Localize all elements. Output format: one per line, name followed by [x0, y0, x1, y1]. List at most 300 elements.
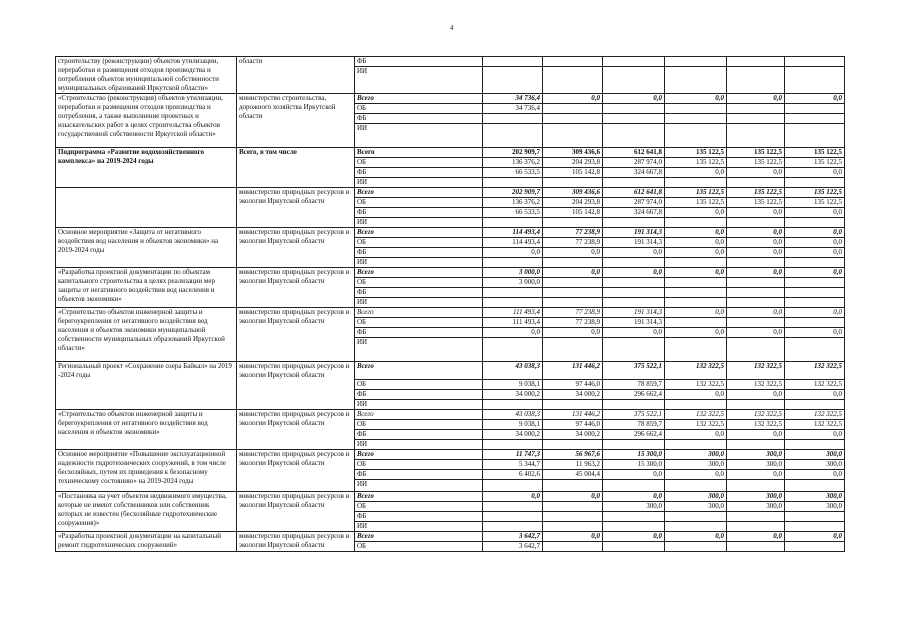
amount-cell — [727, 400, 785, 410]
amount-cell: 0,0 — [727, 94, 785, 104]
amount-cell — [543, 480, 603, 492]
amount-cell: 135 122,5 — [727, 198, 785, 208]
amount-cell: 309 436,6 — [543, 188, 603, 198]
amount-cell — [483, 57, 543, 67]
amount-cell — [727, 114, 785, 124]
amount-cell: 56 967,6 — [543, 450, 603, 460]
amount-cell: 0,0 — [665, 238, 727, 248]
amount-cell: 0,0 — [727, 268, 785, 278]
amount-cell: 78 859,7 — [603, 420, 665, 430]
amount-cell: 34 000,2 — [483, 390, 543, 400]
amount-cell: 0,0 — [727, 248, 785, 258]
amount-cell — [483, 298, 543, 308]
amount-cell: 131 446,2 — [543, 410, 603, 420]
amount-cell — [727, 57, 785, 67]
amount-cell — [785, 278, 845, 288]
amount-cell — [603, 114, 665, 124]
amount-cell — [727, 278, 785, 288]
amount-cell: 0,0 — [785, 208, 845, 218]
amount-cell — [665, 318, 727, 328]
measure-name-cell: «Постановка на учет объектов недвижимого имущества, которые не имеют собственников или собственник которых не известен (бесхозяйные гидротехнические сооружения)» — [56, 492, 237, 532]
amount-cell — [665, 400, 727, 410]
amount-cell — [603, 480, 665, 492]
funding-source-cell: ФБ — [355, 390, 483, 400]
table-row — [56, 268, 845, 278]
measure-name-cell: «Строительство объектов инженерной защиты и берегоукрепления от негативного воздействия вод населения и объектов экономики» — [56, 410, 237, 450]
amount-cell: 11 747,3 — [483, 450, 543, 460]
amount-cell: 15 300,0 — [603, 450, 665, 460]
amount-cell: 0,0 — [785, 228, 845, 238]
amount-cell: 300,0 — [603, 502, 665, 512]
amount-cell — [603, 542, 665, 552]
funding-source-cell: ФБ — [355, 288, 483, 298]
amount-cell: 324 667,8 — [603, 208, 665, 218]
funding-source-cell: ИИ — [355, 480, 483, 492]
amount-cell — [727, 512, 785, 522]
funding-source-cell: ОБ — [355, 198, 483, 208]
amount-cell: 0,0 — [665, 470, 727, 480]
amount-cell — [665, 440, 727, 450]
amount-cell: 135 122,5 — [665, 148, 727, 158]
amount-cell: 43 038,3 — [483, 410, 543, 420]
amount-cell — [603, 104, 665, 114]
amount-cell — [603, 298, 665, 308]
amount-cell: 77 238,9 — [543, 308, 603, 318]
executor-cell: министерство природных ресурсов и экологии Иркутской области — [237, 188, 355, 228]
funding-source-cell: ФБ — [355, 57, 483, 67]
table-row — [56, 308, 845, 318]
funding-source-cell: Всего — [355, 450, 483, 460]
amount-cell: 11 963,2 — [543, 460, 603, 470]
amount-cell: 202 909,7 — [483, 188, 543, 198]
amount-cell: 105 142,8 — [543, 208, 603, 218]
amount-cell — [543, 400, 603, 410]
amount-cell: 135 122,5 — [785, 198, 845, 208]
funding-source-cell: ИИ — [355, 338, 483, 362]
amount-cell: 0,0 — [727, 168, 785, 178]
funding-source-cell: ОБ — [355, 278, 483, 288]
funding-source-cell: ФБ — [355, 208, 483, 218]
amount-cell — [483, 67, 543, 94]
amount-cell: 191 314,3 — [603, 318, 665, 328]
amount-cell — [727, 542, 785, 552]
amount-cell — [665, 218, 727, 228]
amount-cell: 300,0 — [727, 492, 785, 502]
amount-cell: 300,0 — [665, 502, 727, 512]
table-body — [56, 57, 845, 552]
amount-cell — [543, 114, 603, 124]
amount-cell — [727, 440, 785, 450]
measure-name-cell: Региональный проект «Сохранение озера Байкал» на 2019 -2024 годы — [56, 362, 237, 410]
amount-cell — [543, 542, 603, 552]
amount-cell: 132 322,5 — [665, 420, 727, 430]
amount-cell: 0,0 — [543, 328, 603, 338]
amount-cell: 0,0 — [785, 328, 845, 338]
amount-cell — [543, 124, 603, 148]
amount-cell — [483, 338, 543, 362]
amount-cell — [665, 278, 727, 288]
table-row — [56, 57, 845, 67]
amount-cell: 135 122,5 — [785, 148, 845, 158]
amount-cell: 287 974,0 — [603, 198, 665, 208]
amount-cell: 135 122,5 — [785, 158, 845, 168]
funding-source-cell: ИИ — [355, 298, 483, 308]
executor-cell: министерство природных ресурсов и экологии Иркутской области — [237, 228, 355, 268]
amount-cell: 296 662,4 — [603, 430, 665, 440]
amount-cell — [665, 67, 727, 94]
amount-cell: 132 322,5 — [665, 410, 727, 420]
amount-cell: 0,0 — [483, 248, 543, 258]
funding-source-cell: ОБ — [355, 238, 483, 248]
amount-cell — [603, 522, 665, 532]
amount-cell — [543, 104, 603, 114]
amount-cell — [483, 512, 543, 522]
amount-cell — [603, 440, 665, 450]
amount-cell: 612 641,8 — [603, 188, 665, 198]
amount-cell — [665, 338, 727, 362]
amount-cell: 111 493,4 — [483, 308, 543, 318]
amount-cell: 66 533,5 — [483, 208, 543, 218]
funding-source-cell: ФБ — [355, 328, 483, 338]
amount-cell — [785, 67, 845, 94]
amount-cell: 132 322,5 — [727, 410, 785, 420]
amount-cell: 324 667,8 — [603, 168, 665, 178]
amount-cell — [543, 178, 603, 188]
amount-cell: 375 522,1 — [603, 410, 665, 420]
amount-cell: 375 522,1 — [603, 362, 665, 380]
amount-cell — [603, 338, 665, 362]
amount-cell — [727, 178, 785, 188]
amount-cell — [665, 298, 727, 308]
amount-cell — [785, 522, 845, 532]
funding-source-cell: Всего — [355, 148, 483, 158]
table-row — [56, 228, 845, 238]
amount-cell: 0,0 — [665, 248, 727, 258]
measure-name-cell: «Разработка проектной документации по объектам капитального строительства в целях реализации мер защиты от негативного воздействия вод населения и объектов экономики» — [56, 268, 237, 308]
amount-cell: 0,0 — [665, 268, 727, 278]
amount-cell — [603, 67, 665, 94]
amount-cell — [665, 522, 727, 532]
amount-cell: 105 142,8 — [543, 168, 603, 178]
amount-cell — [785, 114, 845, 124]
amount-cell: 9 038,1 — [483, 380, 543, 390]
amount-cell: 135 122,5 — [727, 148, 785, 158]
table-row — [56, 492, 845, 502]
amount-cell: 300,0 — [665, 492, 727, 502]
amount-cell: 191 314,3 — [603, 228, 665, 238]
amount-cell — [543, 512, 603, 522]
amount-cell — [543, 57, 603, 67]
amount-cell — [665, 124, 727, 148]
amount-cell: 0,0 — [603, 470, 665, 480]
amount-cell: 34 000,2 — [543, 390, 603, 400]
amount-cell: 0,0 — [603, 268, 665, 278]
measure-name-cell: «Строительство (реконструкция) объектов утилизации, переработки и размещения отходов производства и потребления, а также выполнение проектных и изыскательских работ в целях строительства объектов государственной собственности Иркутской области» — [56, 94, 237, 148]
amount-cell — [727, 67, 785, 94]
amount-cell — [727, 104, 785, 114]
amount-cell — [727, 124, 785, 148]
funding-source-cell: ФБ — [355, 248, 483, 258]
executor-cell: министерство природных ресурсов и экологии Иркутской области — [237, 362, 355, 410]
amount-cell — [785, 542, 845, 552]
amount-cell: 136 376,2 — [483, 198, 543, 208]
amount-cell: 43 038,3 — [483, 362, 543, 380]
amount-cell: 0,0 — [483, 328, 543, 338]
amount-cell — [665, 258, 727, 268]
amount-cell — [543, 338, 603, 362]
amount-cell: 132 322,5 — [785, 380, 845, 390]
amount-cell: 0,0 — [727, 228, 785, 238]
funding-source-cell: ОБ — [355, 460, 483, 470]
amount-cell: 300,0 — [785, 450, 845, 460]
amount-cell: 0,0 — [785, 268, 845, 278]
funding-source-cell: ИИ — [355, 522, 483, 532]
funding-source-cell: Всего — [355, 228, 483, 238]
amount-cell — [785, 57, 845, 67]
amount-cell — [727, 288, 785, 298]
amount-cell — [785, 104, 845, 114]
amount-cell: 0,0 — [785, 532, 845, 542]
funding-source-cell: Всего — [355, 188, 483, 198]
amount-cell — [785, 440, 845, 450]
funding-source-cell: ФБ — [355, 114, 483, 124]
amount-cell: 202 909,7 — [483, 148, 543, 158]
amount-cell: 34 736,4 — [483, 94, 543, 104]
amount-cell — [727, 522, 785, 532]
amount-cell: 300,0 — [785, 502, 845, 512]
amount-cell: 66 533,5 — [483, 168, 543, 178]
amount-cell — [727, 480, 785, 492]
table-row — [56, 94, 845, 104]
amount-cell: 9 038,1 — [483, 420, 543, 430]
amount-cell — [665, 178, 727, 188]
amount-cell: 135 122,5 — [665, 158, 727, 168]
amount-cell: 204 293,8 — [543, 158, 603, 168]
amount-cell — [665, 542, 727, 552]
amount-cell: 132 322,5 — [785, 410, 845, 420]
amount-cell: 0,0 — [665, 168, 727, 178]
budget-table — [55, 56, 845, 552]
funding-source-cell: ИИ — [355, 218, 483, 228]
funding-source-cell: ФБ — [355, 512, 483, 522]
amount-cell: 0,0 — [785, 470, 845, 480]
executor-cell: министерство природных ресурсов и экологии Иркутской области — [237, 268, 355, 308]
page-number: 4 — [450, 24, 454, 32]
amount-cell: 77 238,9 — [543, 228, 603, 238]
amount-cell: 0,0 — [727, 470, 785, 480]
amount-cell: 0,0 — [785, 248, 845, 258]
amount-cell — [665, 57, 727, 67]
amount-cell: 0,0 — [785, 308, 845, 318]
amount-cell — [543, 440, 603, 450]
funding-source-cell: ФБ — [355, 470, 483, 480]
amount-cell: 300,0 — [665, 450, 727, 460]
amount-cell: 300,0 — [785, 460, 845, 470]
funding-source-cell: Всего — [355, 268, 483, 278]
executor-cell: министерство природных ресурсов и экологии Иркутской области — [237, 308, 355, 362]
amount-cell — [603, 512, 665, 522]
amount-cell — [603, 258, 665, 268]
amount-cell: 0,0 — [543, 248, 603, 258]
amount-cell: 132 322,5 — [727, 380, 785, 390]
amount-cell: 0,0 — [665, 94, 727, 104]
amount-cell: 300,0 — [785, 492, 845, 502]
amount-cell: 3 000,0 — [483, 268, 543, 278]
amount-cell — [727, 218, 785, 228]
amount-cell: 0,0 — [727, 430, 785, 440]
table-row — [56, 362, 845, 380]
amount-cell — [785, 178, 845, 188]
amount-cell: 300,0 — [727, 460, 785, 470]
amount-cell: 135 122,5 — [727, 188, 785, 198]
amount-cell: 296 662,4 — [603, 390, 665, 400]
amount-cell — [543, 522, 603, 532]
amount-cell: 0,0 — [543, 94, 603, 104]
funding-source-cell: Всего — [355, 410, 483, 420]
executor-cell: министерство природных ресурсов и экологии Иркутской области — [237, 410, 355, 450]
amount-cell — [543, 218, 603, 228]
amount-cell: 77 238,9 — [543, 318, 603, 328]
amount-cell: 34 000,2 — [543, 430, 603, 440]
amount-cell: 0,0 — [727, 208, 785, 218]
amount-cell: 3 642,7 — [483, 532, 543, 542]
amount-cell: 0,0 — [543, 492, 603, 502]
amount-cell: 0,0 — [727, 390, 785, 400]
amount-cell — [785, 218, 845, 228]
executor-cell: области — [237, 57, 355, 94]
measure-name-cell: «Строительство объектов инженерной защиты и берегоукрепления от негативного воздействия вод населения и объектов экономики муниципальной собственности муниципальных образований Иркутской области» — [56, 308, 237, 362]
amount-cell — [603, 178, 665, 188]
table-row — [56, 188, 845, 198]
funding-source-cell: ИИ — [355, 124, 483, 148]
table-row — [56, 532, 845, 542]
amount-cell — [785, 480, 845, 492]
amount-cell — [727, 298, 785, 308]
funding-source-cell: ИИ — [355, 258, 483, 268]
funding-source-cell: ОБ — [355, 104, 483, 114]
amount-cell: 0,0 — [603, 532, 665, 542]
executor-cell: Всего, в том числе — [237, 148, 355, 188]
amount-cell: 132 322,5 — [785, 362, 845, 380]
amount-cell: 204 293,8 — [543, 198, 603, 208]
amount-cell — [543, 502, 603, 512]
amount-cell: 0,0 — [665, 308, 727, 318]
amount-cell: 0,0 — [665, 430, 727, 440]
amount-cell: 135 122,5 — [665, 188, 727, 198]
amount-cell: 6 402,6 — [483, 470, 543, 480]
amount-cell — [665, 104, 727, 114]
funding-source-cell: ИИ — [355, 178, 483, 188]
amount-cell — [727, 318, 785, 328]
amount-cell: 0,0 — [665, 228, 727, 238]
amount-cell — [603, 124, 665, 148]
amount-cell — [665, 512, 727, 522]
amount-cell: 3 000,0 — [483, 278, 543, 288]
amount-cell — [727, 338, 785, 362]
funding-source-cell: Всего — [355, 94, 483, 104]
amount-cell: 135 122,5 — [785, 188, 845, 198]
amount-cell: 191 314,3 — [603, 308, 665, 318]
amount-cell: 111 493,4 — [483, 318, 543, 328]
amount-cell — [543, 298, 603, 308]
measure-name-cell: Основное мероприятие «Повышение эксплуатационной надежности гидротехнических сооружений, в том числе бесхозяйных, путем их приведения к безопасному техническому состоянию» на 2019-2024 годы — [56, 450, 237, 492]
amount-cell: 78 859,7 — [603, 380, 665, 390]
measure-name-cell: «Разработка проектной документации на капитальный ремонт гидротехнических сооружений» — [56, 532, 237, 552]
executor-cell: министерство природных ресурсов и экологии Иркутской области — [237, 492, 355, 532]
amount-cell — [483, 502, 543, 512]
funding-source-cell: ФБ — [355, 430, 483, 440]
amount-cell — [785, 288, 845, 298]
amount-cell: 77 238,9 — [543, 238, 603, 248]
amount-cell — [603, 278, 665, 288]
amount-cell: 0,0 — [727, 328, 785, 338]
amount-cell: 132 322,5 — [665, 362, 727, 380]
funding-source-cell: Всего — [355, 532, 483, 542]
amount-cell — [665, 114, 727, 124]
amount-cell — [483, 288, 543, 298]
amount-cell: 309 436,6 — [543, 148, 603, 158]
amount-cell — [483, 522, 543, 532]
amount-cell — [543, 278, 603, 288]
amount-cell — [785, 318, 845, 328]
amount-cell — [665, 288, 727, 298]
funding-source-cell: ФБ — [355, 168, 483, 178]
amount-cell: 97 446,0 — [543, 380, 603, 390]
amount-cell — [543, 288, 603, 298]
amount-cell: 34 000,2 — [483, 430, 543, 440]
amount-cell — [483, 258, 543, 268]
amount-cell: 0,0 — [785, 430, 845, 440]
amount-cell: 132 322,5 — [727, 420, 785, 430]
amount-cell: 0,0 — [785, 94, 845, 104]
amount-cell — [785, 512, 845, 522]
table-row — [56, 450, 845, 460]
amount-cell: 0,0 — [603, 492, 665, 502]
amount-cell: 131 446,2 — [543, 362, 603, 380]
funding-source-cell: ОБ — [355, 380, 483, 390]
amount-cell: 45 004,4 — [543, 470, 603, 480]
amount-cell: 132 322,5 — [665, 380, 727, 390]
amount-cell: 34 736,4 — [483, 104, 543, 114]
amount-cell — [483, 480, 543, 492]
amount-cell — [785, 338, 845, 362]
amount-cell — [483, 218, 543, 228]
funding-source-cell: ОБ — [355, 158, 483, 168]
amount-cell — [785, 400, 845, 410]
executor-cell: министерство природных ресурсов и экологии Иркутской области — [237, 450, 355, 492]
funding-source-cell: ОБ — [355, 420, 483, 430]
amount-cell — [483, 400, 543, 410]
amount-cell — [785, 258, 845, 268]
amount-cell: 5 344,7 — [483, 460, 543, 470]
amount-cell — [665, 480, 727, 492]
table-row — [56, 148, 845, 158]
amount-cell — [483, 178, 543, 188]
amount-cell: 0,0 — [727, 532, 785, 542]
amount-cell — [543, 258, 603, 268]
amount-cell: 0,0 — [483, 492, 543, 502]
amount-cell: 0,0 — [785, 390, 845, 400]
funding-source-cell: ИИ — [355, 400, 483, 410]
amount-cell: 0,0 — [785, 168, 845, 178]
funding-source-cell: ИИ — [355, 440, 483, 450]
funding-source-cell: ОБ — [355, 318, 483, 328]
amount-cell: 0,0 — [603, 94, 665, 104]
funding-source-cell: ОБ — [355, 502, 483, 512]
amount-cell: 135 122,5 — [665, 198, 727, 208]
amount-cell — [603, 288, 665, 298]
amount-cell: 0,0 — [665, 390, 727, 400]
